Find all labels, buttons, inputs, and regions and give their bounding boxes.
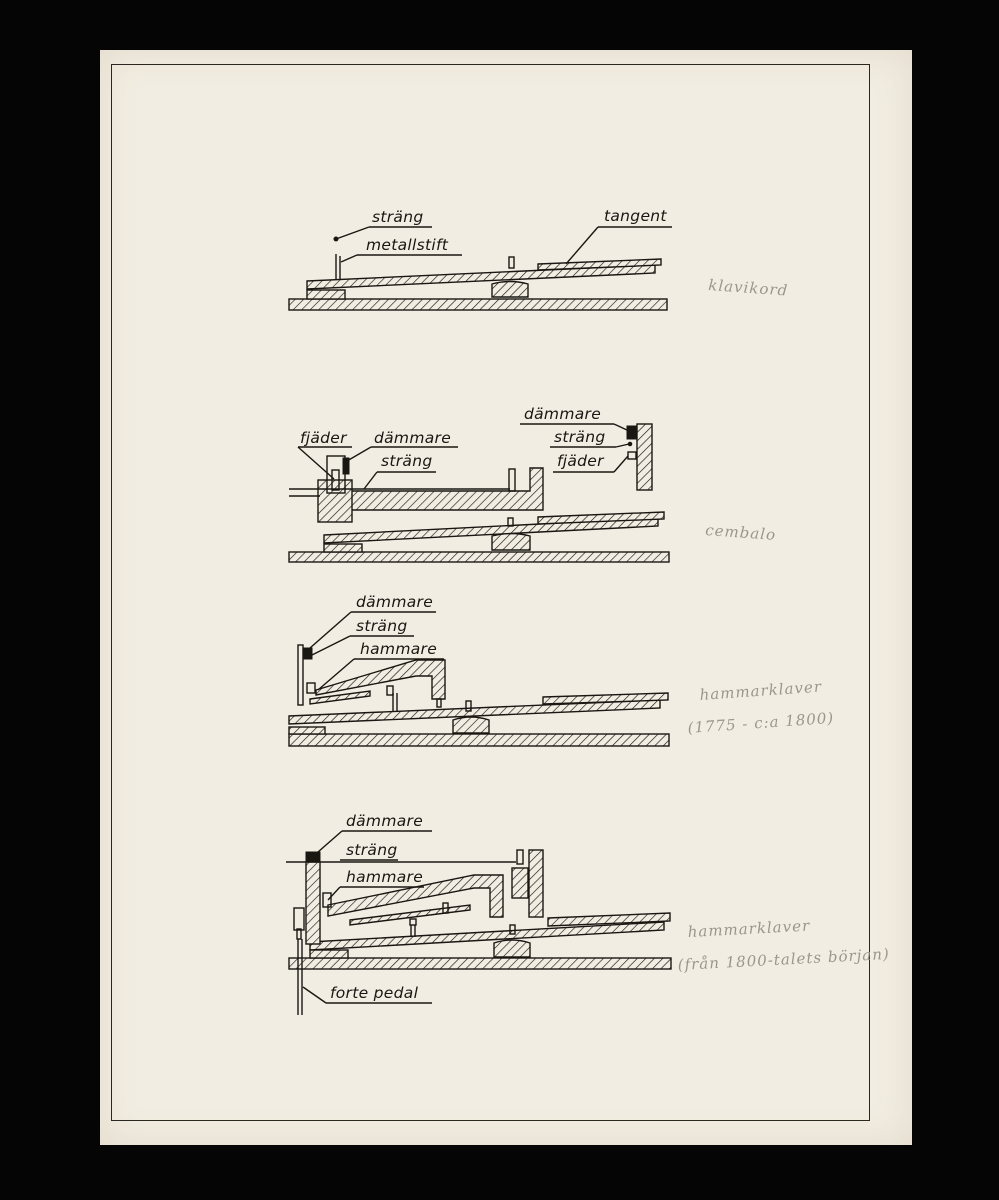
damper-felt <box>306 852 320 862</box>
damper-felt <box>303 648 312 659</box>
label-spring-right: fjäder <box>557 452 604 470</box>
note-clavichord: klavikord <box>707 276 789 300</box>
label-string: sträng <box>346 841 398 859</box>
balance-rail <box>492 534 530 551</box>
note-later-piano-1: hammarklaver <box>687 916 811 941</box>
label-damper: dämmare <box>356 593 434 611</box>
key-rest <box>310 950 348 958</box>
baseboard <box>289 958 671 969</box>
label-string: sträng <box>372 208 424 226</box>
label-string-right: sträng <box>554 428 606 446</box>
early-piano-diagram <box>289 593 835 746</box>
label-spring-left: fjäder <box>300 429 347 447</box>
hammer-shank <box>316 660 445 699</box>
key-lever <box>310 922 664 950</box>
note-early-piano-2: (1775 - c:a 1800) <box>687 708 835 737</box>
note-harpsichord: cembalo <box>704 521 777 544</box>
label-string: sträng <box>356 617 408 635</box>
balance-rail <box>492 282 528 298</box>
later-piano-diagram <box>286 812 890 1015</box>
label-damper-left: dämmare <box>374 429 452 447</box>
check-block <box>529 850 543 917</box>
damper-detail <box>627 426 636 439</box>
label-string-left: sträng <box>381 452 433 470</box>
key-rest <box>307 290 345 299</box>
label-damper-right: dämmare <box>524 405 602 423</box>
note-early-piano-1: hammarklaver <box>699 677 823 704</box>
label-damper: dämmare <box>346 812 424 830</box>
balance-rail <box>494 940 530 957</box>
balance-rail <box>453 717 489 733</box>
string-post <box>298 645 303 705</box>
jack-detail <box>637 424 652 490</box>
label-key: tangent <box>604 207 667 225</box>
note-later-piano-2: (från 1800-talets början) <box>677 944 891 974</box>
jack <box>318 480 352 522</box>
key-rest <box>324 544 362 552</box>
harpsichord-diagram <box>289 405 777 562</box>
baseboard <box>289 299 667 310</box>
label-hammer: hammare <box>346 868 424 886</box>
label-hammer: hammare <box>360 640 438 658</box>
label-forte-pedal: forte pedal <box>330 984 419 1002</box>
clavichord-diagram <box>289 207 789 310</box>
key-lever <box>307 265 655 289</box>
baseboard <box>289 734 669 746</box>
damper-post <box>306 862 320 944</box>
pedal-lever <box>294 908 304 930</box>
guide-pin <box>509 257 514 268</box>
label-metal-pin: metallstift <box>366 236 449 254</box>
key-rest <box>289 727 325 734</box>
baseboard <box>289 552 669 562</box>
